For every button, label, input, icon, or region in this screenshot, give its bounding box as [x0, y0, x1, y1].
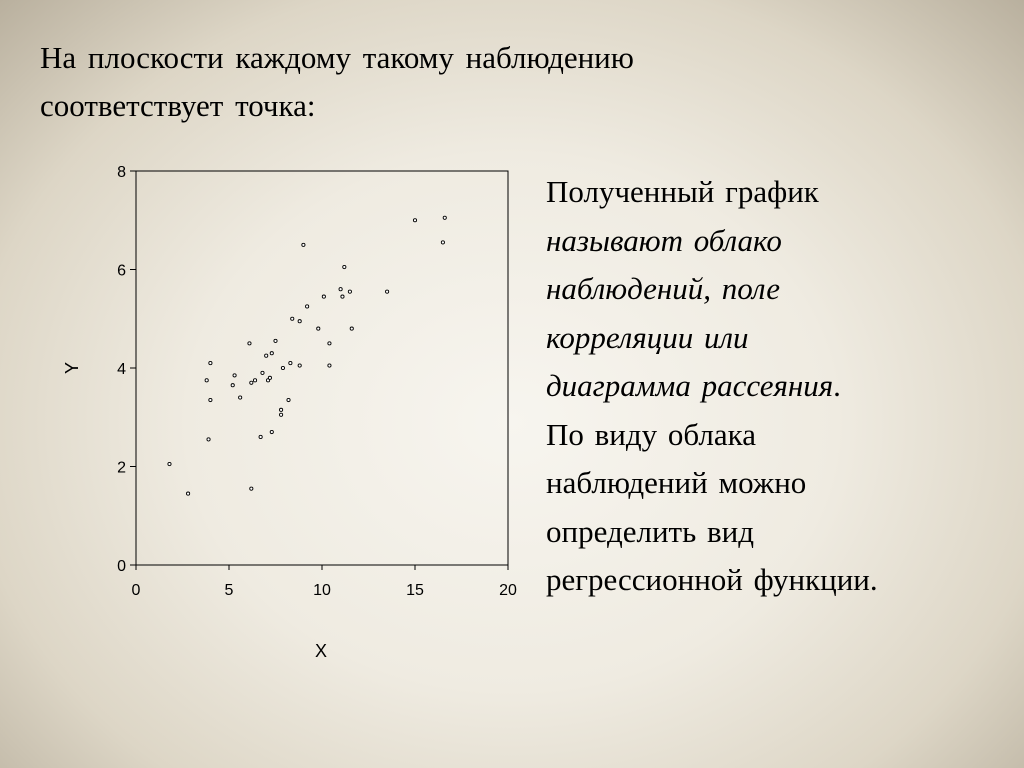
data-point	[205, 379, 208, 382]
data-points	[168, 216, 446, 495]
side-line-5: диаграмма рассеяния	[546, 368, 834, 403]
side-period: .	[833, 368, 841, 403]
x-axis-tick-labels	[132, 582, 517, 599]
side-line-2: называют облако	[546, 222, 782, 258]
data-point	[233, 374, 236, 377]
data-point	[289, 361, 292, 364]
side-line-7: наблюдений можно	[546, 465, 807, 500]
x-tick-label: 5	[224, 582, 234, 599]
data-point	[298, 320, 301, 323]
plot-frame	[136, 171, 508, 565]
heading-line-2: соответствует точка:	[40, 88, 316, 123]
y-axis-title: Y	[62, 361, 82, 375]
data-point	[413, 219, 416, 222]
data-point	[186, 492, 189, 495]
data-point	[168, 462, 171, 465]
data-point	[343, 265, 346, 268]
data-point	[209, 398, 212, 401]
data-point	[209, 361, 212, 364]
data-point	[291, 317, 294, 320]
data-point	[287, 398, 290, 401]
side-line-1: Полученный график	[546, 174, 819, 209]
data-point	[441, 241, 444, 244]
y-axis-ticks	[130, 171, 136, 565]
x-tick-label: 20	[499, 582, 517, 599]
data-point	[322, 295, 325, 298]
data-point	[250, 381, 253, 384]
data-point	[270, 430, 273, 433]
data-point	[259, 435, 262, 438]
data-point	[298, 364, 301, 367]
data-point	[274, 339, 277, 342]
heading-line-1: На плоскости каждому такому наблюдению	[40, 40, 634, 75]
y-tick-label: 2	[117, 459, 126, 477]
side-line-8: определить вид	[546, 513, 754, 549]
data-point	[239, 396, 242, 399]
data-point	[248, 342, 251, 345]
data-point	[281, 366, 284, 369]
x-axis-ticks	[136, 565, 508, 570]
data-point	[302, 243, 305, 246]
y-tick-label: 6	[117, 262, 126, 280]
side-line-4: корреляции или	[546, 319, 749, 355]
data-point	[386, 290, 389, 293]
data-point	[341, 295, 344, 298]
data-point	[265, 354, 268, 357]
data-point	[328, 342, 331, 345]
data-point	[250, 487, 253, 490]
data-point	[317, 327, 320, 330]
y-axis-tick-labels	[117, 164, 126, 575]
data-point	[270, 352, 273, 355]
side-line-9: регрессионной функции.	[546, 562, 878, 597]
y-tick-label: 8	[117, 164, 126, 181]
x-axis-title: X	[314, 641, 328, 661]
data-point	[328, 364, 331, 367]
data-point	[268, 376, 271, 379]
data-point	[279, 408, 282, 411]
side-line-6: По виду облака	[546, 416, 756, 452]
data-point	[207, 438, 210, 441]
data-point	[253, 379, 256, 382]
data-point	[306, 305, 309, 308]
x-tick-label: 0	[131, 582, 141, 599]
data-point	[231, 384, 234, 387]
data-point	[348, 290, 351, 293]
data-point	[279, 413, 282, 416]
y-tick-label: 0	[117, 558, 126, 575]
y-tick-label: 4	[117, 361, 126, 378]
side-line-3: наблюдений, поле	[546, 271, 781, 306]
data-point	[443, 216, 446, 219]
data-point	[339, 288, 342, 291]
x-tick-label: 10	[313, 582, 331, 599]
data-point	[261, 371, 264, 374]
data-point	[350, 327, 353, 330]
x-tick-label: 15	[406, 582, 424, 599]
